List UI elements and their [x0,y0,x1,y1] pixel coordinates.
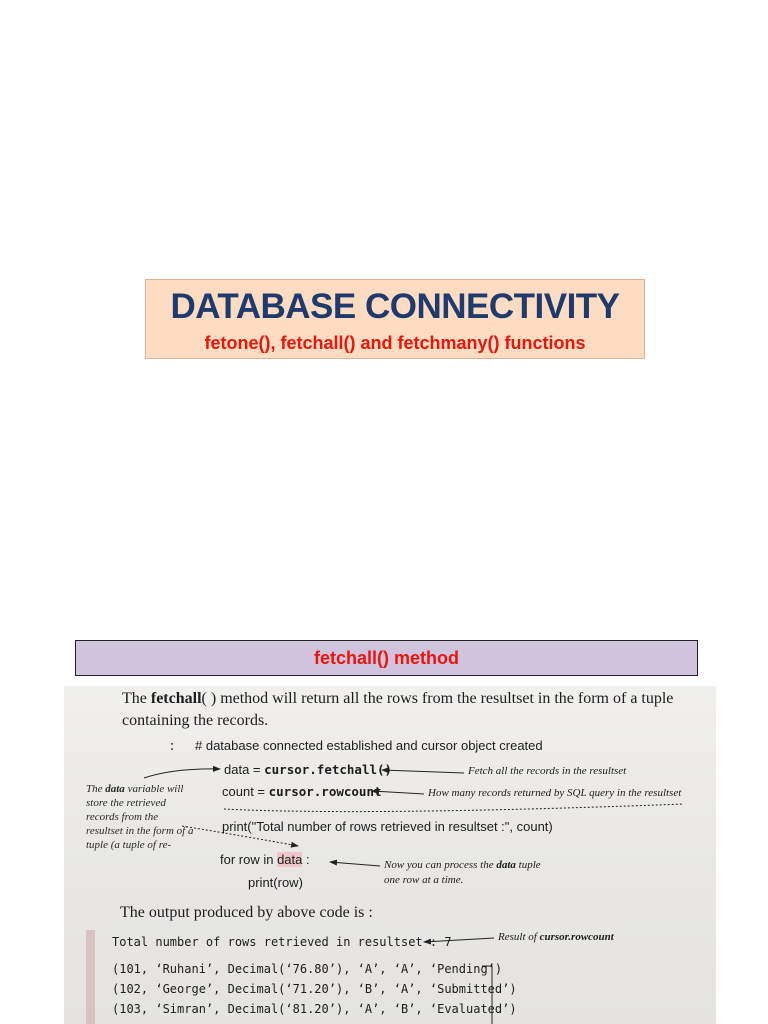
output-row: (102, ‘George’, Decimal(‘71.20’), ‘B’, ‘A’, ‘Submitted’) [112,982,517,996]
page-subtitle: fetone(), fetchall() and fetchmany() functions [204,333,586,353]
code-print-line: print("Total number of rows retrieved in resultset :", count) [222,819,553,834]
note-fetch: Fetch all the records in the resultset [468,765,627,777]
rows-bracket [482,966,492,1024]
intro-line-1: The fetchall( ) method will return all the rows from the resultset in the form of a tuple [122,690,674,707]
arrow-fetch-note [382,770,464,773]
arrow-result-note [424,938,494,942]
note-process-1: Now you can process the data tuple [384,859,541,871]
output-intro: The output produced by above code is : [120,904,373,921]
code-print-row: print(row) [248,875,303,890]
arrow-side-note-to-for [182,826,298,846]
textbook-scan [64,686,716,1024]
output-total: Total number of rows retrieved in resultset : 7 [112,935,452,949]
dotted-rowcount-link [224,804,684,812]
output-row: (101, ‘Ruhani’, Decimal(‘76.80’), ‘A’, ‘A’, ‘Pending’) [112,962,503,976]
code-data-line: data = cursor.fetchall() [224,762,393,777]
code-for-line: for row in data : [220,852,310,867]
arrow-process-note [330,862,380,866]
note-result: Result of cursor.rowcount [498,931,614,943]
side-note: The data variable will store the retrieved records from the resultset in the form of a tuple (a tuple of re- [86,783,194,851]
output-row: (103, ‘Simran’, Decimal(‘81.20’), ‘A’, ‘B’, ‘Evaluated’) [112,1002,517,1016]
code-count-line: count = cursor.rowcount [222,784,382,799]
note-process-2: one row at a time. [384,874,464,886]
code-comment: # database connected established and cursor object created [195,738,543,753]
note-count: How many records returned by SQL query in the resultset [428,787,682,799]
title-box [145,279,645,359]
page-title: DATABASE CONNECTIVITY [170,287,620,326]
section-heading: fetchall() method [75,640,698,676]
colon-mark: : [170,738,175,754]
annotation-arrows [64,686,716,1024]
arrow-count-note [372,791,424,794]
arrow-side-note-to-data [144,769,220,778]
intro-line-2: containing the records. [122,712,269,729]
